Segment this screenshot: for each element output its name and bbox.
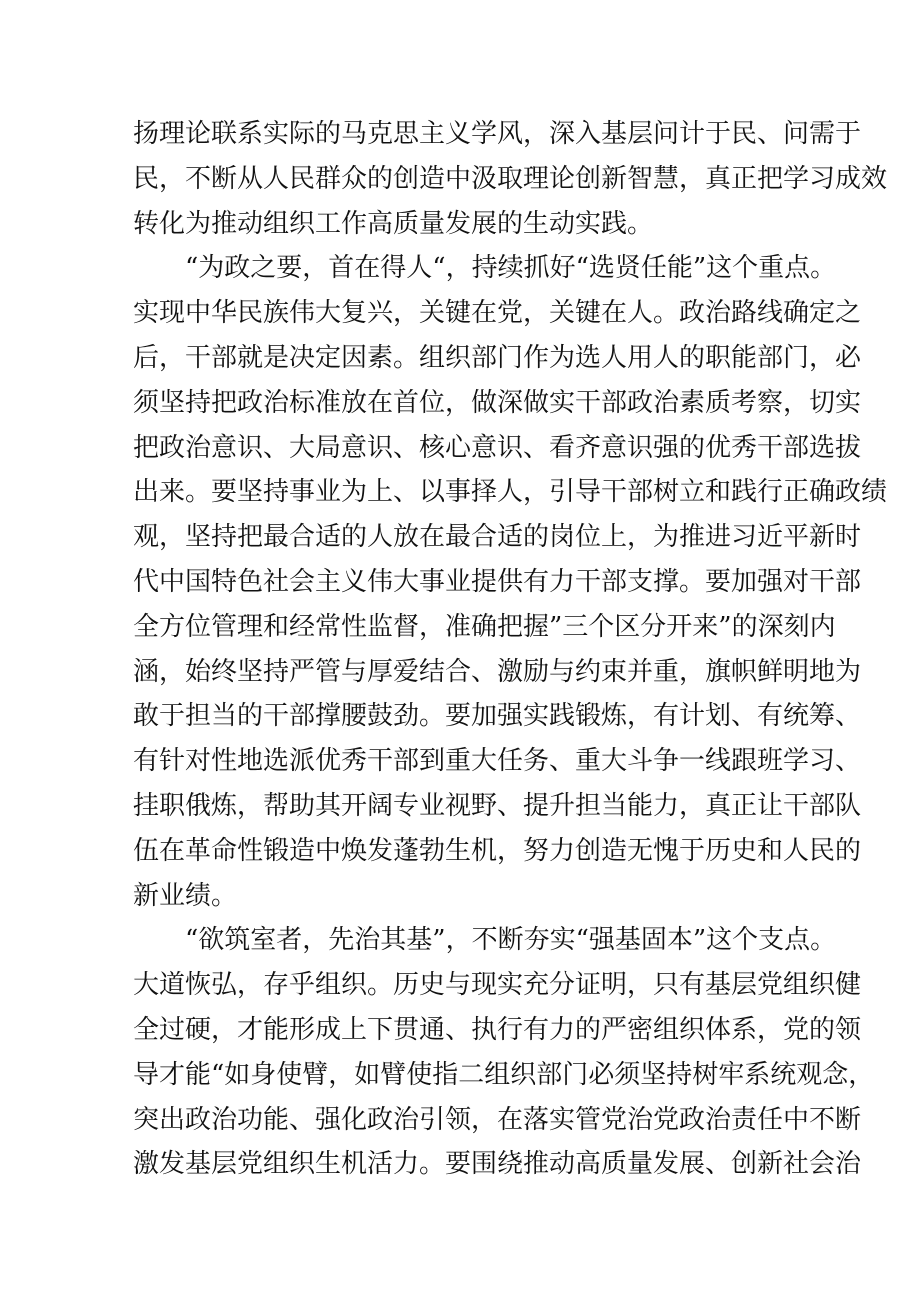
text-line: 扬理论联系实际的马克思主义学风，深入基层问计于民、问需于 [133, 119, 862, 149]
text-line: 涵，始终坚持严管与厚爱结合、激励与约束并重，旗帜鲜明地为 [133, 656, 862, 687]
text-line: 后，干部就是决定因素。组织部门作为选人用人的职能部门，必 [133, 342, 862, 373]
text-line: 大道恢弘，存乎组织。历史与现实充分证明，只有基层党组织健 [133, 970, 862, 1001]
document-body [133, 112, 888, 1187]
text-line: 有针对性地选派优秀干部到重大任务、重大斗争一线跟班学习、 [133, 746, 862, 777]
text-line: 新业绩。 [133, 880, 238, 911]
text-line: 全过硬，才能形成上下贯通、执行有力的严密组织体系，党的领 [133, 1014, 862, 1045]
text-line: 激发基层党组织生机活力。要围绕推动高质量发展、创新社会治 [133, 1149, 862, 1180]
text-line: 突出政治功能、强化政治引领，在落实管党治党政治责任中不断 [133, 1104, 862, 1135]
text-line: 把政治意识、大局意识、核心意识、看齐意识强的优秀干部选拔 [133, 432, 862, 463]
text-line: 伍在革命性锻造中焕发蓬勃生机，努力创造无愧于历史和人民的 [133, 835, 862, 866]
text-line: 敢于担当的干部撑腰鼓劲。要加强实践锻炼，有计划、有统筹、 [133, 701, 862, 732]
text-line: “为政之要，首在得人“，持续抓好“选贤任能”这个重点。 [185, 253, 837, 284]
text-line: 全方位管理和经常性监督，准确把握”三个区分开来”的深刻内 [133, 611, 836, 642]
text-line: 须坚持把政治标准放在首位，做深做实干部政治素质考察，切实 [133, 387, 862, 418]
text-line: 挂职俄炼，帮助其开阔专业视野、提升担当能力，真正让干部队 [133, 790, 862, 821]
text-line: 出来。要坚持事业为上、以事择人，引导干部树立和践行正确政绩 [133, 477, 888, 508]
text-line: 实现中华民族伟大复兴，关键在党，关键在人。政治路线确定之 [133, 298, 862, 329]
text-line: 观，坚持把最合适的人放在最合适的岗位上，为推进习近平新时 [133, 522, 862, 553]
text-line: “欲筑室者，先治其基”，不断夯实“强基固本”这个支点。 [185, 925, 837, 956]
text-line: 民，不断从人民群众的创造中汲取理论创新智慧，真正把学习成效 [133, 163, 888, 194]
text-line: 导才能“如身使臂，如臂使指二组织部门必须坚持树牢系统观念， [133, 1059, 875, 1090]
text-line: 转化为推动组织工作高质量发展的生动实践。 [133, 208, 654, 239]
text-line: 代中国特色社会主义伟大事业提供有力干部支撑。要加强对干部 [133, 566, 862, 597]
